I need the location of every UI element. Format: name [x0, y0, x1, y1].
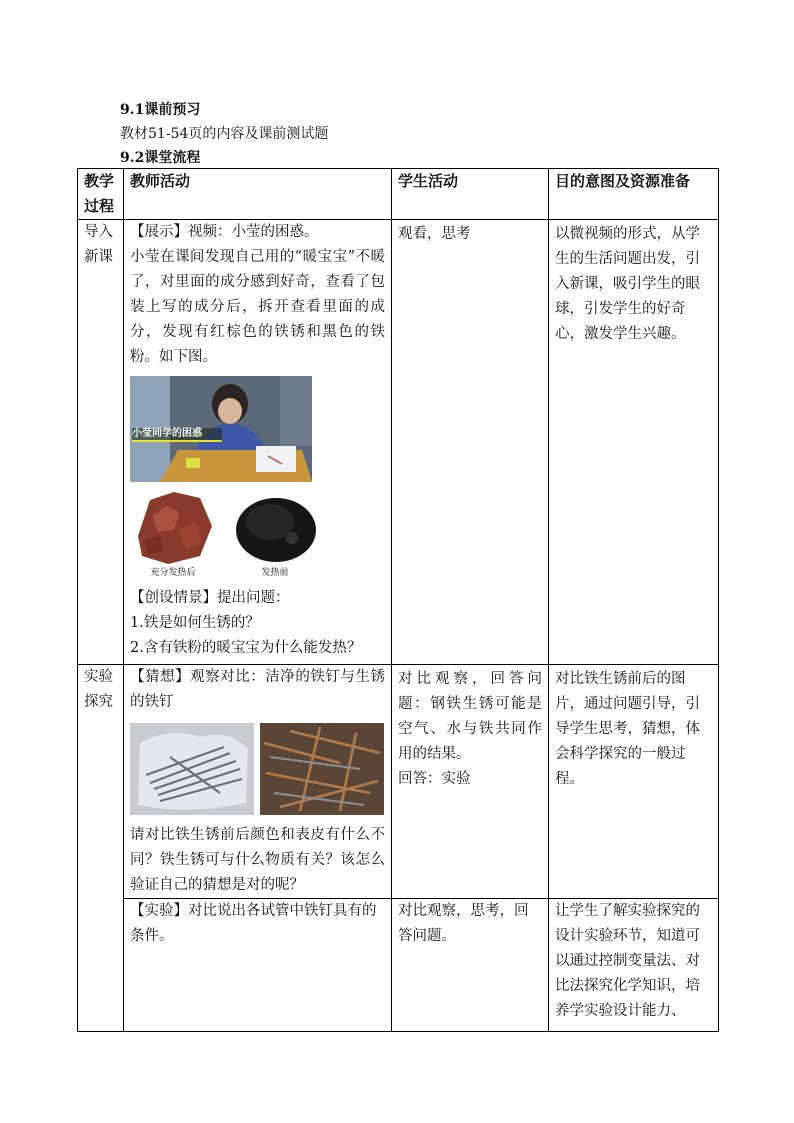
teacher-question: 1.铁是如何生锈的？	[130, 615, 260, 631]
teacher-question: 2.含有铁粉的暖宝宝为什么能发热？	[130, 640, 362, 656]
clean-nails-image	[130, 723, 254, 815]
table-row	[78, 899, 719, 1032]
powder-images	[130, 486, 385, 578]
table-row	[78, 220, 719, 665]
stage-cell: 实验探究	[78, 665, 124, 1032]
header-stage: 教学过程	[78, 169, 124, 220]
student-text: 对比观察，回答问题：钢铁生锈可能是空气、水与铁共同作用的结果。	[398, 671, 542, 762]
teacher-text: 请对比铁生锈前后颜色和表皮有什么不同？铁生锈可与什么物质有关？该怎么验证自己的猜想是对的呢？	[130, 827, 385, 893]
teacher-text: 【创设情景】提出问题：	[130, 590, 290, 606]
rust-powder-image	[130, 486, 216, 568]
teacher-text: 【猜想】观察对比：洁净的铁钉与生锈的铁钉	[130, 669, 385, 710]
student-text: 回答：实验	[398, 771, 471, 787]
stage-cell: 导入新课	[78, 220, 124, 665]
purpose-cell: 让学生了解实验探究的设计实验环节，知道可以通过控制变量法、对比法探究化学知识，培养学实验设计能力、	[549, 899, 719, 1032]
section-title-flow: 9.2课堂流程	[120, 150, 201, 166]
header-purpose: 目的意图及资源准备	[549, 169, 719, 220]
section-title-preview: 9.1课前预习	[120, 102, 201, 118]
video-still	[130, 376, 385, 496]
video-caption: 小莹同学的困惑	[132, 428, 222, 442]
header-student: 学生活动	[392, 169, 549, 220]
rusty-nails-image	[260, 723, 384, 815]
powder-label-left: 充分发热后	[150, 568, 196, 578]
teacher-text: 【展示】视频：小莹的困惑。	[130, 224, 319, 240]
teacher-cell	[124, 665, 392, 899]
powder-label-right: 发热前	[261, 568, 289, 578]
section-text-preview: 教材51-54页的内容及课前测试题	[120, 126, 329, 142]
lesson-table	[77, 168, 719, 1032]
table-header-row	[78, 169, 719, 220]
teacher-text: 小莹在课间发现自己用的“暖宝宝”不暖了，对里面的成分感到好奇，查看了包装上写的成分后，拆开查看里面的成分，发现有红棕色的铁锈和黑色的铁粉。如下图。	[130, 249, 385, 365]
nail-images	[130, 723, 385, 815]
purpose-cell: 以微视频的形式，从学生的生活问题出发，引入新课，吸引学生的眼球，引发学生的好奇心，激发学生兴趣。	[549, 220, 719, 665]
purpose-cell: 对比铁生锈前后的图片，通过问题引导，引导学生思考，猜想，体会科学探究的一般过程。	[549, 665, 719, 899]
teacher-cell: 【实验】对比说出各试管中铁钉具有的条件。	[124, 899, 392, 1032]
student-cell	[392, 665, 549, 899]
header-teacher: 教师活动	[124, 169, 392, 220]
student-cell: 观看，思考	[392, 220, 549, 665]
table-row	[78, 665, 719, 899]
teacher-cell	[124, 220, 392, 665]
iron-powder-image	[232, 486, 318, 568]
student-cell: 对比观察，思考，回答问题。	[392, 899, 549, 1032]
